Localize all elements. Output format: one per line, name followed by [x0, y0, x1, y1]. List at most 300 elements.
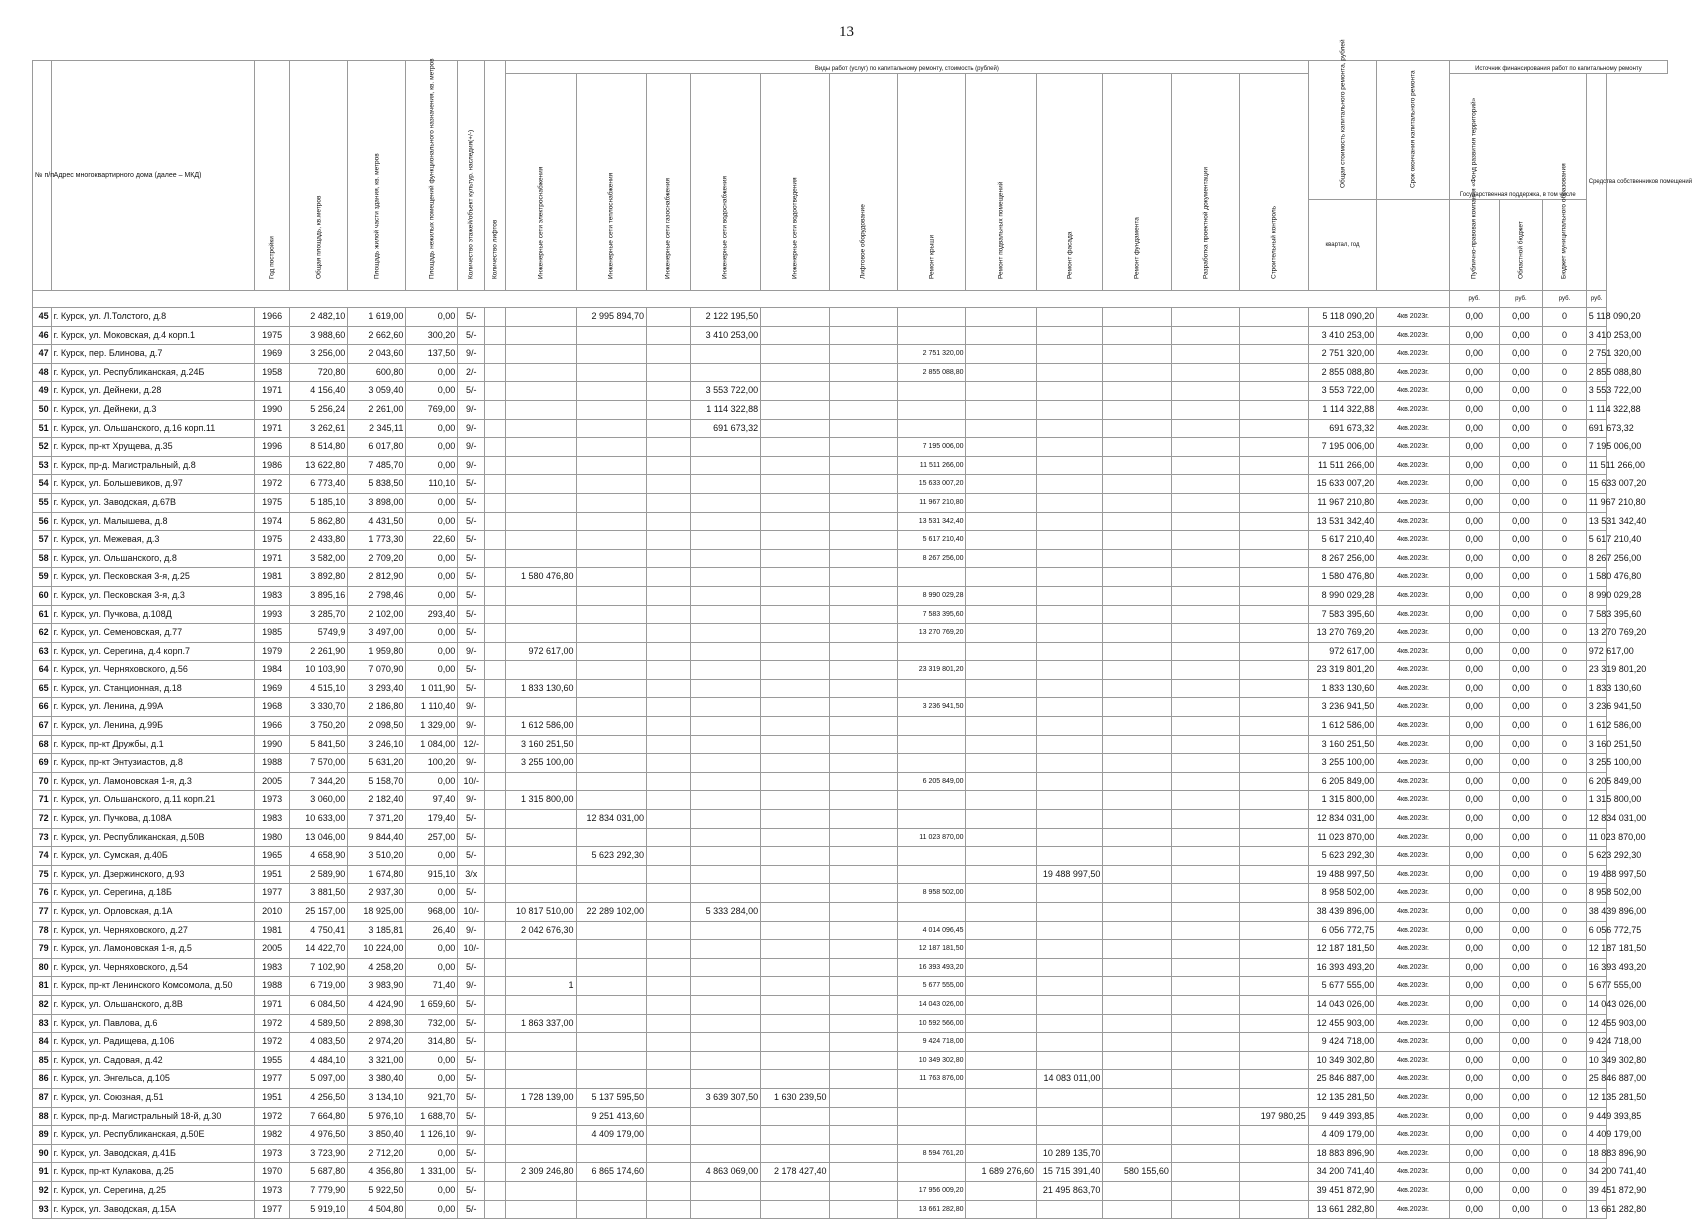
cell-deadline: 4кв.2023г.	[1377, 1088, 1450, 1107]
cell-cost-gas	[647, 735, 691, 754]
cell-cost-basement	[966, 940, 1037, 959]
cell-lifts	[485, 828, 506, 847]
cell-owners-amount: 11 967 210,80	[1586, 493, 1607, 512]
cell-fund-amount: 0,00	[1449, 791, 1499, 810]
cell-cost-facade	[1037, 679, 1103, 698]
cell-living-area: 18 925,00	[348, 903, 406, 922]
cell-total-area: 4 589,50	[290, 1014, 348, 1033]
cell-nonres-area: 968,00	[406, 903, 458, 922]
cell-owners-amount: 11 511 266,00	[1586, 456, 1607, 475]
cell-floors: 5/-	[458, 512, 485, 531]
cell-cost-lift	[829, 810, 897, 829]
cell-cost-lift	[829, 1107, 897, 1126]
cell-address: г. Курск, ул. Дзержинского, д.93	[51, 865, 254, 884]
cell-cost-gas	[647, 456, 691, 475]
cell-address: г. Курск, ул. Республиканская, д.50Е	[51, 1126, 254, 1145]
cell-deadline: 4кв.2023г.	[1377, 1033, 1450, 1052]
cell-cost-facade	[1037, 642, 1103, 661]
cell-municipal-amount: 0	[1543, 512, 1587, 531]
cell-year: 1996	[254, 438, 289, 457]
cell-cost-electric	[505, 419, 576, 438]
cell-fund-amount: 0,00	[1449, 995, 1499, 1014]
cell-fund-amount: 0,00	[1449, 605, 1499, 624]
cell-address: г. Курск, ул. Сумская, д.40Б	[51, 847, 254, 866]
cell-total-area: 3 723,90	[290, 1144, 348, 1163]
cell-municipal-amount: 0	[1543, 679, 1587, 698]
cell-total-area: 7 102,90	[290, 958, 348, 977]
cell-owners-amount: 1 612 586,00	[1586, 717, 1607, 736]
cell-row-number: 59	[33, 568, 52, 587]
cell-cost-facade	[1037, 326, 1103, 345]
cell-fund-amount: 0,00	[1449, 865, 1499, 884]
cell-year: 1966	[254, 717, 289, 736]
cell-total-area: 3 750,20	[290, 717, 348, 736]
table-row	[33, 717, 1668, 736]
cell-cost-foundation	[1103, 977, 1171, 996]
cell-row-number: 72	[33, 810, 52, 829]
cell-cost-basement	[966, 903, 1037, 922]
cell-cost-heating	[576, 419, 647, 438]
cell-cost-gas	[647, 624, 691, 643]
cell-cost-water: 691 673,32	[690, 419, 761, 438]
cell-nonres-area: 0,00	[406, 624, 458, 643]
cell-living-area: 2 712,20	[348, 1144, 406, 1163]
cell-regional-amount: 0,00	[1499, 958, 1543, 977]
cell-cost-water	[690, 810, 761, 829]
cell-cost-lift	[829, 1163, 897, 1182]
cell-cost-gas	[647, 400, 691, 419]
cell-floors: 9/-	[458, 345, 485, 364]
cell-municipal-amount: 0	[1543, 456, 1587, 475]
cell-cost-facade	[1037, 456, 1103, 475]
cell-floors: 5/-	[458, 958, 485, 977]
cell-cost-control	[1240, 828, 1308, 847]
cell-nonres-area: 0,00	[406, 512, 458, 531]
cell-cost-gas	[647, 326, 691, 345]
cell-cost-roof	[898, 400, 966, 419]
cell-floors: 9/-	[458, 921, 485, 940]
header-work-gas: Инженерные сети газоснабжения	[647, 74, 691, 291]
cell-cost-basement	[966, 586, 1037, 605]
cell-lifts	[485, 884, 506, 903]
cell-cost-foundation	[1103, 605, 1171, 624]
cell-cost-lift	[829, 586, 897, 605]
table-row	[33, 531, 1668, 550]
cell-owners-amount: 23 319 801,20	[1586, 661, 1607, 680]
cell-regional-amount: 0,00	[1499, 308, 1543, 327]
cell-fund-amount: 0,00	[1449, 1033, 1499, 1052]
cell-lifts	[485, 642, 506, 661]
header-work-electric: Инженерные сети электроснабжения	[505, 74, 576, 291]
cell-regional-amount: 0,00	[1499, 438, 1543, 457]
cell-row-number: 45	[33, 308, 52, 327]
cell-cost-roof: 5 617 210,40	[898, 531, 966, 550]
cell-deadline: 4кв.2023г.	[1377, 642, 1450, 661]
cell-regional-amount: 0,00	[1499, 717, 1543, 736]
cell-cost-roof	[898, 754, 966, 773]
cell-lifts	[485, 605, 506, 624]
cell-nonres-area: 0,00	[406, 847, 458, 866]
header-work-heating: Инженерные сети теплоснабжения	[576, 74, 647, 291]
cell-deadline: 4кв.2023г.	[1377, 493, 1450, 512]
cell-address: г. Курск, пр-д. Магистральный 18-й, д.30	[51, 1107, 254, 1126]
cell-nonres-area: 0,00	[406, 419, 458, 438]
cell-cost-drainage	[761, 586, 829, 605]
cell-cost-foundation	[1103, 903, 1171, 922]
cell-cost-gas	[647, 940, 691, 959]
cell-cost-gas	[647, 1181, 691, 1200]
cell-cost-foundation	[1103, 661, 1171, 680]
cell-nonres-area: 769,00	[406, 400, 458, 419]
cell-cost-foundation	[1103, 772, 1171, 791]
cell-cost-total: 19 488 997,50	[1308, 865, 1376, 884]
cell-owners-amount: 18 883 896,90	[1586, 1144, 1607, 1163]
cell-living-area: 1 674,80	[348, 865, 406, 884]
cell-row-number: 80	[33, 958, 52, 977]
cell-nonres-area: 110,10	[406, 475, 458, 494]
cell-cost-basement	[966, 661, 1037, 680]
cell-floors: 9/-	[458, 754, 485, 773]
cell-address: г. Курск, ул. Заводская, д.15А	[51, 1200, 254, 1219]
cell-cost-gas	[647, 661, 691, 680]
cell-cost-control	[1240, 754, 1308, 773]
cell-cost-electric: 3 160 251,50	[505, 735, 576, 754]
cell-cost-heating: 6 865 174,60	[576, 1163, 647, 1182]
cell-nonres-area: 0,00	[406, 493, 458, 512]
cell-deadline: 4кв.2023г.	[1377, 661, 1450, 680]
cell-total-area: 3 256,00	[290, 345, 348, 364]
cell-cost-electric	[505, 549, 576, 568]
cell-cost-electric	[505, 382, 576, 401]
table-row	[33, 884, 1668, 903]
cell-row-number: 47	[33, 345, 52, 364]
cell-cost-facade	[1037, 1107, 1103, 1126]
cell-living-area: 600,80	[348, 363, 406, 382]
cell-cost-electric: 10 817 510,00	[505, 903, 576, 922]
cell-municipal-amount: 0	[1543, 1107, 1587, 1126]
cell-municipal-amount: 0	[1543, 717, 1587, 736]
cell-owners-amount: 4 409 179,00	[1586, 1126, 1607, 1145]
cell-nonres-area: 0,00	[406, 1144, 458, 1163]
cell-year: 1971	[254, 549, 289, 568]
cell-year: 1972	[254, 1107, 289, 1126]
cell-cost-water: 3 639 307,50	[690, 1088, 761, 1107]
cell-cost-basement	[966, 679, 1037, 698]
cell-cost-basement	[966, 456, 1037, 475]
cell-year: 1965	[254, 847, 289, 866]
cell-floors: 5/-	[458, 326, 485, 345]
cell-cost-roof: 11 763 876,00	[898, 1070, 966, 1089]
cell-cost-electric	[505, 698, 576, 717]
cell-cost-basement	[966, 847, 1037, 866]
cell-total-area: 3 895,16	[290, 586, 348, 605]
cell-cost-lift	[829, 493, 897, 512]
cell-year: 2005	[254, 772, 289, 791]
cell-cost-lift	[829, 772, 897, 791]
cell-owners-amount: 5 118 090,20	[1586, 308, 1607, 327]
cell-floors: 5/-	[458, 1200, 485, 1219]
cell-row-number: 48	[33, 363, 52, 382]
cell-nonres-area: 314,80	[406, 1033, 458, 1052]
cell-cost-water	[690, 456, 761, 475]
cell-cost-lift	[829, 1181, 897, 1200]
cell-cost-gas	[647, 512, 691, 531]
cell-lifts	[485, 308, 506, 327]
cell-cost-total: 12 834 031,00	[1308, 810, 1376, 829]
cell-lifts	[485, 1144, 506, 1163]
cell-cost-lift	[829, 679, 897, 698]
header-living-area: Площадь жилой части здания, кв. метров	[348, 61, 406, 291]
cell-cost-roof: 8 958 502,00	[898, 884, 966, 903]
cell-lifts	[485, 977, 506, 996]
cell-cost-foundation	[1103, 586, 1171, 605]
cell-fund-amount: 0,00	[1449, 419, 1499, 438]
cell-year: 1983	[254, 958, 289, 977]
cell-nonres-area: 22,60	[406, 531, 458, 550]
cell-cost-control	[1240, 1126, 1308, 1145]
cell-cost-project	[1171, 828, 1239, 847]
cell-year: 1969	[254, 679, 289, 698]
cell-cost-gas	[647, 903, 691, 922]
cell-cost-heating	[576, 735, 647, 754]
cell-cost-roof: 13 531 342,40	[898, 512, 966, 531]
cell-year: 1977	[254, 1200, 289, 1219]
cell-floors: 5/-	[458, 493, 485, 512]
cell-fund-amount: 0,00	[1449, 1051, 1499, 1070]
cell-cost-gas	[647, 1107, 691, 1126]
cell-cost-electric	[505, 326, 576, 345]
table-row	[33, 921, 1668, 940]
cell-cost-roof: 11 511 266,00	[898, 456, 966, 475]
header-work-facade: Ремонт фасада	[1037, 74, 1103, 291]
cell-total-area: 2 433,80	[290, 531, 348, 550]
cell-lifts	[485, 1200, 506, 1219]
cell-nonres-area: 1 331,00	[406, 1163, 458, 1182]
cell-deadline: 4кв.2023г.	[1377, 847, 1450, 866]
cell-deadline: 4кв.2023г.	[1377, 884, 1450, 903]
cell-fund-amount: 0,00	[1449, 698, 1499, 717]
cell-owners-amount: 7 195 006,00	[1586, 438, 1607, 457]
cell-cost-facade	[1037, 828, 1103, 847]
cell-fund-amount: 0,00	[1449, 531, 1499, 550]
header-floors: Количество этажей/объект культур. наследия(+/-)	[458, 61, 485, 291]
cell-cost-basement	[966, 1126, 1037, 1145]
cell-cost-drainage	[761, 624, 829, 643]
cell-row-number: 81	[33, 977, 52, 996]
cell-cost-gas	[647, 438, 691, 457]
cell-fund-amount: 0,00	[1449, 977, 1499, 996]
cell-row-number: 57	[33, 531, 52, 550]
cell-cost-project	[1171, 586, 1239, 605]
cell-cost-project	[1171, 1033, 1239, 1052]
cell-cost-total: 11 967 210,80	[1308, 493, 1376, 512]
cell-address: г. Курск, пр-кт Энтузиастов, д.8	[51, 754, 254, 773]
cell-cost-foundation	[1103, 363, 1171, 382]
cell-cost-project	[1171, 531, 1239, 550]
cell-address: г. Курск, ул. Ламоновская 1-я, д.3	[51, 772, 254, 791]
cell-year: 1970	[254, 1163, 289, 1182]
cell-address: г. Курск, ул. Песковская 3-я, д.25	[51, 568, 254, 587]
cell-row-number: 88	[33, 1107, 52, 1126]
table-row	[33, 475, 1668, 494]
cell-address: г. Курск, ул. Союзная, д.51	[51, 1088, 254, 1107]
cell-floors: 9/-	[458, 1126, 485, 1145]
cell-row-number: 63	[33, 642, 52, 661]
cell-fund-amount: 0,00	[1449, 363, 1499, 382]
cell-cost-electric	[505, 400, 576, 419]
cell-lifts	[485, 1107, 506, 1126]
cell-year: 1990	[254, 400, 289, 419]
cell-fund-amount: 0,00	[1449, 456, 1499, 475]
cell-cost-heating	[576, 661, 647, 680]
cell-cost-foundation	[1103, 475, 1171, 494]
cell-cost-facade	[1037, 1051, 1103, 1070]
cell-cost-heating	[576, 865, 647, 884]
cell-cost-basement	[966, 308, 1037, 327]
cell-lifts	[485, 717, 506, 736]
cell-nonres-area: 257,00	[406, 828, 458, 847]
cell-cost-project	[1171, 1014, 1239, 1033]
cell-cost-gas	[647, 958, 691, 977]
cell-cost-facade	[1037, 438, 1103, 457]
cell-deadline: 4кв.2023г.	[1377, 1014, 1450, 1033]
cell-year: 1955	[254, 1051, 289, 1070]
cell-fund-amount: 0,00	[1449, 624, 1499, 643]
cell-cost-foundation	[1103, 1088, 1171, 1107]
unit-deadline: квартал, год	[1308, 200, 1376, 291]
cell-year: 1972	[254, 1033, 289, 1052]
cell-cost-electric: 1 315 800,00	[505, 791, 576, 810]
cell-cost-total: 13 531 342,40	[1308, 512, 1376, 531]
cell-lifts	[485, 958, 506, 977]
cell-cost-water	[690, 1144, 761, 1163]
cell-cost-water	[690, 363, 761, 382]
cell-cost-project	[1171, 791, 1239, 810]
cell-cost-water	[690, 438, 761, 457]
cell-regional-amount: 0,00	[1499, 363, 1543, 382]
cell-cost-basement	[966, 865, 1037, 884]
cell-cost-total: 6 056 772,75	[1308, 921, 1376, 940]
cell-cost-foundation	[1103, 1126, 1171, 1145]
cell-cost-facade	[1037, 921, 1103, 940]
cell-nonres-area: 1 659,60	[406, 995, 458, 1014]
cell-total-area: 4 484,10	[290, 1051, 348, 1070]
cell-cost-project	[1171, 1088, 1239, 1107]
table-row	[33, 1181, 1668, 1200]
cell-cost-drainage: 2 178 427,40	[761, 1163, 829, 1182]
cell-fund-amount: 0,00	[1449, 1088, 1499, 1107]
cell-cost-water	[690, 642, 761, 661]
cell-living-area: 6 017,80	[348, 438, 406, 457]
cell-cost-total: 8 958 502,00	[1308, 884, 1376, 903]
header-works-group: Виды работ (услуг) по капитальному ремонту, стоимость (рублей)	[505, 61, 1308, 74]
cell-cost-gas	[647, 531, 691, 550]
cell-floors: 5/-	[458, 1088, 485, 1107]
cell-living-area: 5 838,50	[348, 475, 406, 494]
cell-municipal-amount: 0	[1543, 308, 1587, 327]
cell-nonres-area: 0,00	[406, 308, 458, 327]
cell-cost-electric	[505, 661, 576, 680]
cell-nonres-area: 0,00	[406, 772, 458, 791]
cell-cost-water	[690, 345, 761, 364]
cell-year: 1971	[254, 382, 289, 401]
cell-cost-basement	[966, 958, 1037, 977]
cell-cost-lift	[829, 1051, 897, 1070]
cell-address: г. Курск, пр-д. Магистральный, д.8	[51, 456, 254, 475]
cell-cost-facade	[1037, 903, 1103, 922]
cell-cost-drainage	[761, 456, 829, 475]
cell-cost-foundation	[1103, 847, 1171, 866]
cell-floors: 9/-	[458, 400, 485, 419]
cell-cost-electric	[505, 438, 576, 457]
cell-cost-control	[1240, 958, 1308, 977]
cell-fund-amount: 0,00	[1449, 958, 1499, 977]
cell-row-number: 77	[33, 903, 52, 922]
cell-cost-basement	[966, 810, 1037, 829]
cell-lifts	[485, 419, 506, 438]
unit-total-cost	[1377, 200, 1450, 291]
table-row	[33, 828, 1668, 847]
unit-rub-owners: руб.	[1586, 291, 1607, 308]
cell-floors: 10/-	[458, 772, 485, 791]
cell-regional-amount: 0,00	[1499, 810, 1543, 829]
cell-fund-amount: 0,00	[1449, 308, 1499, 327]
cell-cost-control	[1240, 586, 1308, 605]
cell-cost-facade	[1037, 958, 1103, 977]
cell-cost-drainage	[761, 1181, 829, 1200]
cell-cost-project	[1171, 493, 1239, 512]
cell-cost-heating	[576, 400, 647, 419]
cell-cost-facade	[1037, 772, 1103, 791]
cell-deadline: 4кв.2023г.	[1377, 717, 1450, 736]
cell-lifts	[485, 1051, 506, 1070]
cell-cost-drainage	[761, 1126, 829, 1145]
cell-cost-drainage	[761, 1107, 829, 1126]
cell-cost-heating	[576, 995, 647, 1014]
cell-owners-amount: 8 958 502,00	[1586, 884, 1607, 903]
cell-cost-control	[1240, 884, 1308, 903]
cell-cost-roof: 15 633 007,20	[898, 475, 966, 494]
cell-cost-heating: 5 137 595,50	[576, 1088, 647, 1107]
cell-cost-project	[1171, 847, 1239, 866]
cell-total-area: 3 881,50	[290, 884, 348, 903]
cell-nonres-area: 732,00	[406, 1014, 458, 1033]
cell-address: г. Курск, ул. Семеновская, д.77	[51, 624, 254, 643]
cell-cost-water: 5 333 284,00	[690, 903, 761, 922]
table-row	[33, 382, 1668, 401]
cell-cost-roof: 7 195 006,00	[898, 438, 966, 457]
cell-floors: 5/-	[458, 605, 485, 624]
cell-cost-lift	[829, 754, 897, 773]
cell-municipal-amount: 0	[1543, 1181, 1587, 1200]
cell-lifts	[485, 679, 506, 698]
cell-cost-project	[1171, 605, 1239, 624]
cell-cost-total: 38 439 896,00	[1308, 903, 1376, 922]
cell-cost-control	[1240, 698, 1308, 717]
header-total-area: Общая площадь, кв.метров	[290, 61, 348, 291]
cell-cost-total: 15 633 007,20	[1308, 475, 1376, 494]
cell-cost-roof	[898, 642, 966, 661]
cell-cost-roof: 12 187 181,50	[898, 940, 966, 959]
cell-municipal-amount: 0	[1543, 940, 1587, 959]
cell-cost-gas	[647, 791, 691, 810]
cell-municipal-amount: 0	[1543, 754, 1587, 773]
cell-row-number: 50	[33, 400, 52, 419]
cell-cost-lift	[829, 1070, 897, 1089]
cell-cost-electric	[505, 456, 576, 475]
cell-row-number: 65	[33, 679, 52, 698]
cell-living-area: 5 922,50	[348, 1181, 406, 1200]
